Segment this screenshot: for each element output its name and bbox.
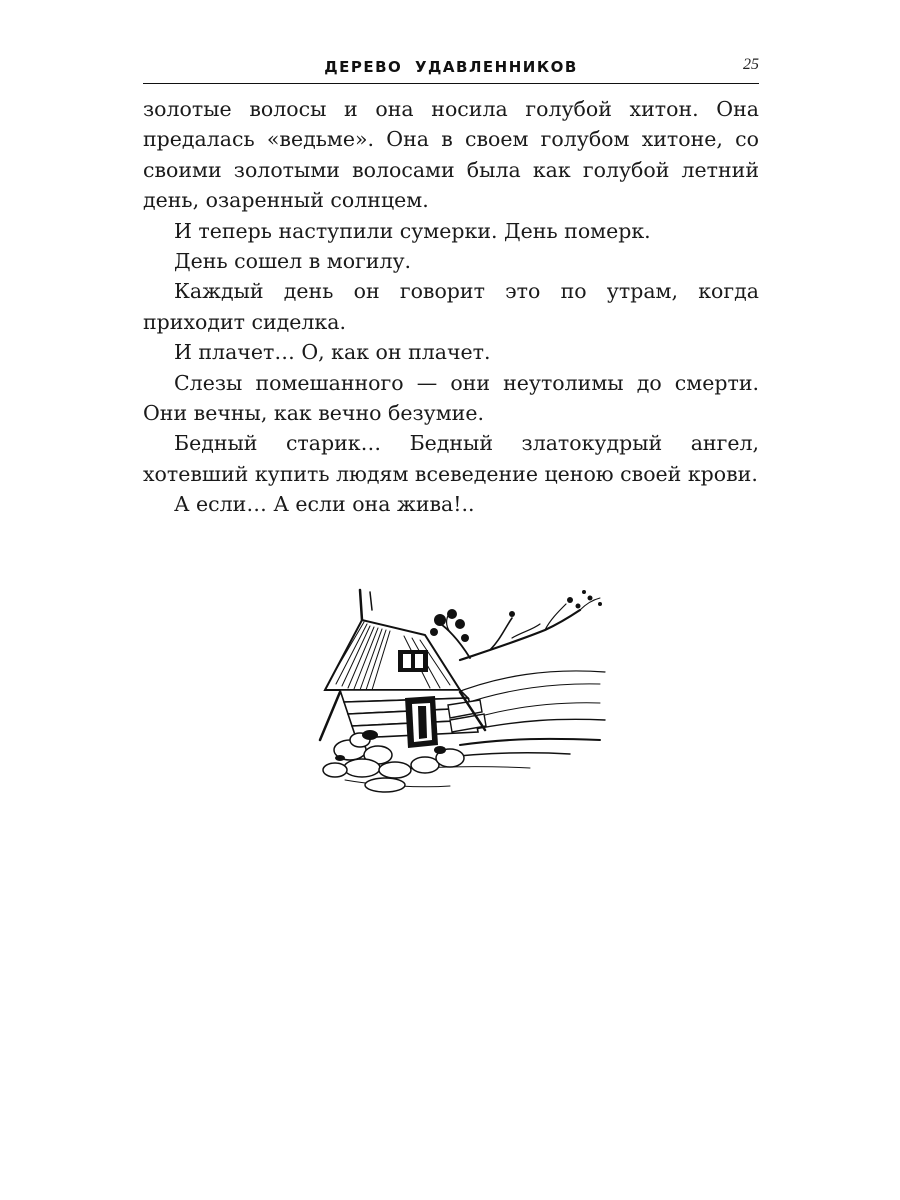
paragraph: А если… А если она жива!.. xyxy=(174,492,475,517)
paragraph: Бедный старик… Бедный златокудрый ангел, хотевший купить людям всеведение ценою своей крови. xyxy=(143,431,759,486)
paragraph: Слезы помешанного — они неутолимы до смерти. Они вечны, как вечно безумие. xyxy=(143,370,759,426)
paragraph: Каждый день он говорит это по утрам, когда приходит сиделка. xyxy=(143,279,759,334)
paragraph: золотые волосы и она носила голубой хитон. Она предалась «ведьме». Она в своем голубом хитоне, со своими золотыми волосами была как голубой летний день, озаренный солнцем. xyxy=(143,97,759,213)
running-title: ДЕРЕВО УДАВЛЕННИКОВ xyxy=(324,58,578,76)
running-head xyxy=(143,56,759,84)
page-number: 25 xyxy=(743,56,759,73)
paragraph: День сошел в могилу. xyxy=(174,249,412,274)
crooked-hut-ink-drawing-icon xyxy=(300,580,620,800)
header-rule xyxy=(143,83,759,84)
paragraph: И теперь наступили сумерки. День померк. xyxy=(174,218,651,243)
body-text xyxy=(143,94,759,520)
paragraph: И плачет… О, как он плачет. xyxy=(174,340,491,365)
